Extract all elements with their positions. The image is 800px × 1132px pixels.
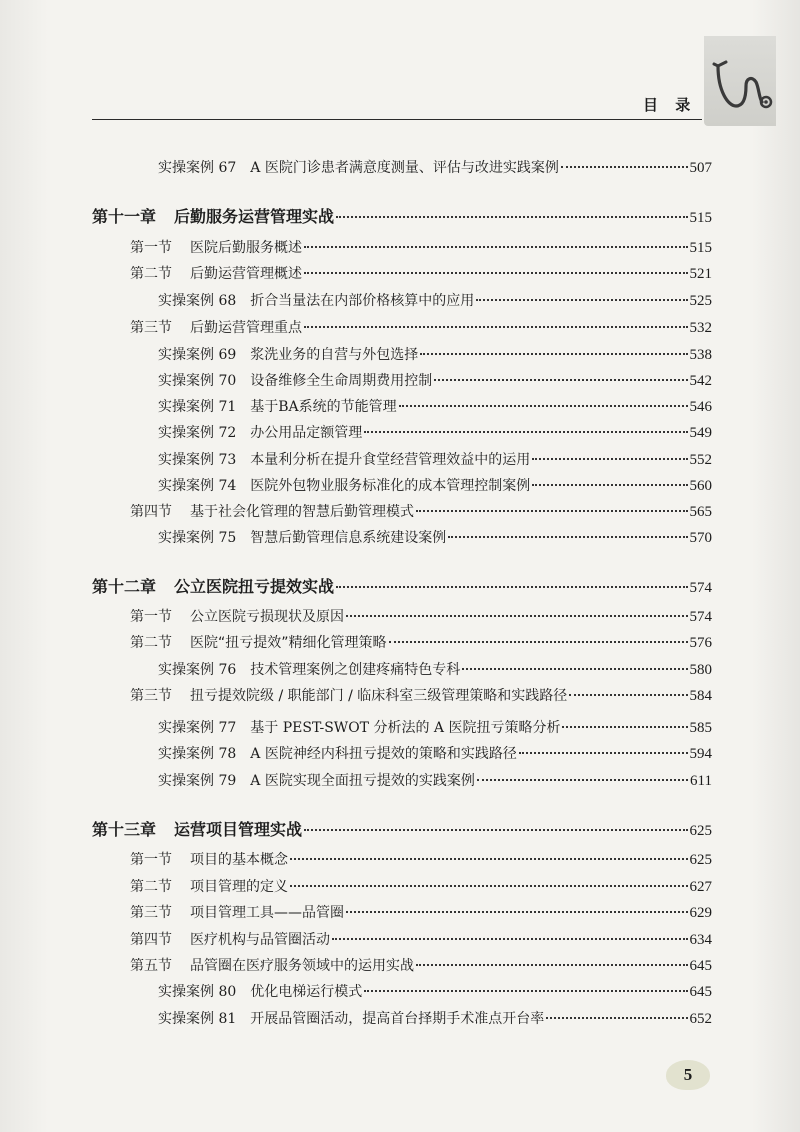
entry-title: 医院“扭亏提效”精细化管理策略 xyxy=(190,635,387,651)
entry-number: 第十三章 xyxy=(92,820,157,839)
dot-leader xyxy=(304,272,688,274)
entry-page-number: 532 xyxy=(689,320,712,336)
entry-page-number: 645 xyxy=(689,958,712,974)
entry-page-number: 594 xyxy=(689,746,712,762)
entry-number: 第三节 xyxy=(130,905,172,921)
dot-leader xyxy=(346,615,688,617)
dot-leader xyxy=(389,641,688,643)
dot-leader xyxy=(364,990,687,992)
toc-entry-case xyxy=(158,157,712,177)
entry-title: 技术管理案例之创建疼痛特色专科 xyxy=(250,662,461,678)
entry-page-number: 549 xyxy=(689,425,712,441)
entry-number: 第三节 xyxy=(130,688,172,704)
dot-leader xyxy=(462,668,687,670)
toc-entry-section xyxy=(130,685,712,705)
entry-page-number: 585 xyxy=(689,720,712,736)
toc-entry-chapter xyxy=(92,817,712,840)
entry-number: 实操案例 80 xyxy=(158,984,237,1000)
toc-entry-section xyxy=(130,263,712,283)
entry-page-number: 560 xyxy=(689,478,712,494)
entry-title: 扭亏提效院级 / 职能部门 / 临床科室三级管理策略和实践路径 xyxy=(190,688,568,704)
entry-page-number: 521 xyxy=(689,266,712,282)
entry-page-number: 576 xyxy=(689,635,712,651)
dot-leader xyxy=(476,299,687,301)
dot-leader xyxy=(399,405,688,407)
entry-page-number: 574 xyxy=(689,580,712,596)
entry-number: 实操案例 69 xyxy=(158,347,237,363)
entry-number: 第一节 xyxy=(130,240,172,256)
entry-title: 基于BA系统的节能管理 xyxy=(250,399,397,415)
dot-leader xyxy=(346,911,688,913)
entry-number: 实操案例 78 xyxy=(158,746,237,762)
dot-leader xyxy=(304,326,688,328)
entry-page-number: 546 xyxy=(689,399,712,415)
entry-number: 实操案例 79 xyxy=(158,773,237,789)
dot-leader xyxy=(561,166,688,168)
entry-number: 实操案例 76 xyxy=(158,662,237,678)
entry-title: 运营项目管理实战 xyxy=(174,820,303,839)
entry-page-number: 515 xyxy=(689,210,712,226)
dot-leader xyxy=(332,938,688,940)
entry-page-number: 574 xyxy=(689,609,712,625)
entry-page-number: 584 xyxy=(689,688,712,704)
entry-number: 第三节 xyxy=(130,320,172,336)
entry-page-number: 538 xyxy=(689,347,712,363)
entry-number: 第二节 xyxy=(130,266,172,282)
toc-entry-case xyxy=(158,475,712,495)
toc-entry-section xyxy=(130,902,712,922)
entry-title: 设备维修全生命周期费用控制 xyxy=(250,373,433,389)
entry-number: 第二节 xyxy=(130,879,172,895)
entry-title: 浆洗业务的自营与外包选择 xyxy=(250,347,419,363)
toc-entry-section xyxy=(130,876,712,896)
entry-title: 项目管理的定义 xyxy=(190,879,288,895)
entry-title: 医院外包物业服务标准化的成本管理控制案例 xyxy=(250,478,531,494)
entry-number: 实操案例 68 xyxy=(158,293,237,309)
toc-entry-chapter xyxy=(92,204,712,227)
toc-entry-case xyxy=(158,370,712,390)
toc-entry-case xyxy=(158,770,712,790)
dot-leader xyxy=(569,694,687,696)
entry-title: 智慧后勤管理信息系统建设案例 xyxy=(250,530,447,546)
entry-title: 公立医院扭亏提效实战 xyxy=(174,577,335,596)
entry-number: 实操案例 71 xyxy=(158,399,237,415)
dot-leader xyxy=(290,885,688,887)
dot-leader xyxy=(304,829,687,831)
entry-number: 第五节 xyxy=(130,958,172,974)
toc-entry-case xyxy=(158,743,712,763)
entry-number: 第十一章 xyxy=(92,207,157,226)
entry-title: 办公用品定额管理 xyxy=(250,425,363,441)
toc-entry-section xyxy=(130,501,712,521)
dot-leader xyxy=(416,964,688,966)
dot-leader xyxy=(336,586,687,588)
entry-page-number: 625 xyxy=(689,852,712,868)
entry-page-number: 611 xyxy=(690,773,712,789)
entry-page-number: 645 xyxy=(689,984,712,1000)
entry-page-number: 552 xyxy=(689,452,712,468)
toc-entry-section xyxy=(130,317,712,337)
toc-entry-case xyxy=(158,527,712,547)
entry-title: 公立医院亏损现状及原因 xyxy=(190,609,344,625)
entry-title: 优化电梯运行模式 xyxy=(250,984,363,1000)
entry-number: 实操案例 72 xyxy=(158,425,237,441)
entry-number: 实操案例 74 xyxy=(158,478,237,494)
dot-leader xyxy=(420,353,687,355)
entry-number: 第一节 xyxy=(130,609,172,625)
entry-number: 实操案例 67 xyxy=(158,160,237,176)
entry-title: 品管圈在医疗服务领域中的运用实战 xyxy=(190,958,414,974)
page-number-badge xyxy=(666,1060,710,1090)
entry-title: A 医院实现全面扭亏提效的实践案例 xyxy=(250,773,475,789)
entry-title: A 医院神经内科扭亏提效的策略和实践路径 xyxy=(250,746,517,762)
entry-title: 医院后勤服务概述 xyxy=(190,240,302,256)
dot-leader xyxy=(290,858,688,860)
toc-entry-case xyxy=(158,290,712,310)
entry-title: 基于社会化管理的智慧后勤管理模式 xyxy=(190,504,414,520)
entry-page-number: 570 xyxy=(689,530,712,546)
entry-page-number: 634 xyxy=(689,932,712,948)
dot-leader xyxy=(434,379,687,381)
entry-page-number: 627 xyxy=(689,879,712,895)
toc-entry-case xyxy=(158,659,712,679)
toc-entry-case xyxy=(158,344,712,364)
entry-page-number: 515 xyxy=(689,240,712,256)
dot-leader xyxy=(477,779,688,781)
dot-leader xyxy=(336,216,687,218)
entry-title: 开展品管圈活动，提高首台择期手术准点开台率 xyxy=(250,1011,545,1027)
entry-number: 第一节 xyxy=(130,852,172,868)
entry-title: 本量利分析在提升食堂经营管理效益中的运用 xyxy=(250,452,531,468)
dot-leader xyxy=(416,510,688,512)
entry-title: 项目管理工具——品管圈 xyxy=(190,905,344,921)
entry-title: 后勤服务运营管理实战 xyxy=(174,207,335,226)
toc-entry-section xyxy=(130,606,712,626)
toc-entry-section xyxy=(130,955,712,975)
dot-leader xyxy=(364,431,687,433)
entry-page-number: 580 xyxy=(689,662,712,678)
entry-number: 实操案例 81 xyxy=(158,1011,237,1027)
dot-leader xyxy=(532,458,687,460)
entry-number: 第十二章 xyxy=(92,577,157,596)
entry-number: 第二节 xyxy=(130,635,172,651)
entry-title: 医疗机构与品管圈活动 xyxy=(190,932,330,948)
entry-title: A 医院门诊患者满意度测量、评估与改进实践案例 xyxy=(250,160,559,176)
entry-title: 基于 PEST-SWOT 分析法的 A 医院扭亏策略分析 xyxy=(250,720,561,736)
dot-leader xyxy=(562,726,687,728)
toc-entry-case xyxy=(158,981,712,1001)
toc-entry-case xyxy=(158,717,712,737)
entry-page-number: 525 xyxy=(689,293,712,309)
toc-entry-case xyxy=(158,396,712,416)
entry-title: 后勤运营管理概述 xyxy=(190,266,302,282)
entry-title: 项目的基本概念 xyxy=(190,852,288,868)
entry-number: 第四节 xyxy=(130,932,172,948)
dot-leader xyxy=(532,484,687,486)
toc-entry-section xyxy=(130,849,712,869)
dot-leader xyxy=(546,1017,687,1019)
entry-page-number: 565 xyxy=(689,504,712,520)
entry-number: 实操案例 73 xyxy=(158,452,237,468)
entry-page-number: 629 xyxy=(689,905,712,921)
entry-number: 实操案例 70 xyxy=(158,373,237,389)
dot-leader xyxy=(519,752,688,754)
toc-entry-section xyxy=(130,632,712,652)
entry-page-number: 652 xyxy=(689,1011,712,1027)
entry-page-number: 507 xyxy=(689,160,712,176)
toc-entry-case xyxy=(158,449,712,469)
toc-entry-section xyxy=(130,929,712,949)
entry-title: 后勤运营管理重点 xyxy=(190,320,302,336)
entry-title: 折合当量法在内部价格核算中的应用 xyxy=(250,293,475,309)
toc-entry-case xyxy=(158,422,712,442)
dot-leader xyxy=(304,246,688,248)
entry-page-number: 542 xyxy=(689,373,712,389)
entry-number: 第四节 xyxy=(130,504,172,520)
entry-number: 实操案例 75 xyxy=(158,530,237,546)
dot-leader xyxy=(448,536,687,538)
entry-number: 实操案例 77 xyxy=(158,720,237,736)
toc-entry-case xyxy=(158,1008,712,1028)
entry-page-number: 625 xyxy=(689,823,712,839)
header-label: 目 录 xyxy=(643,96,697,114)
page-number: 5 xyxy=(683,1065,693,1084)
toc-entry-chapter xyxy=(92,574,712,597)
toc-entry-section xyxy=(130,237,712,257)
